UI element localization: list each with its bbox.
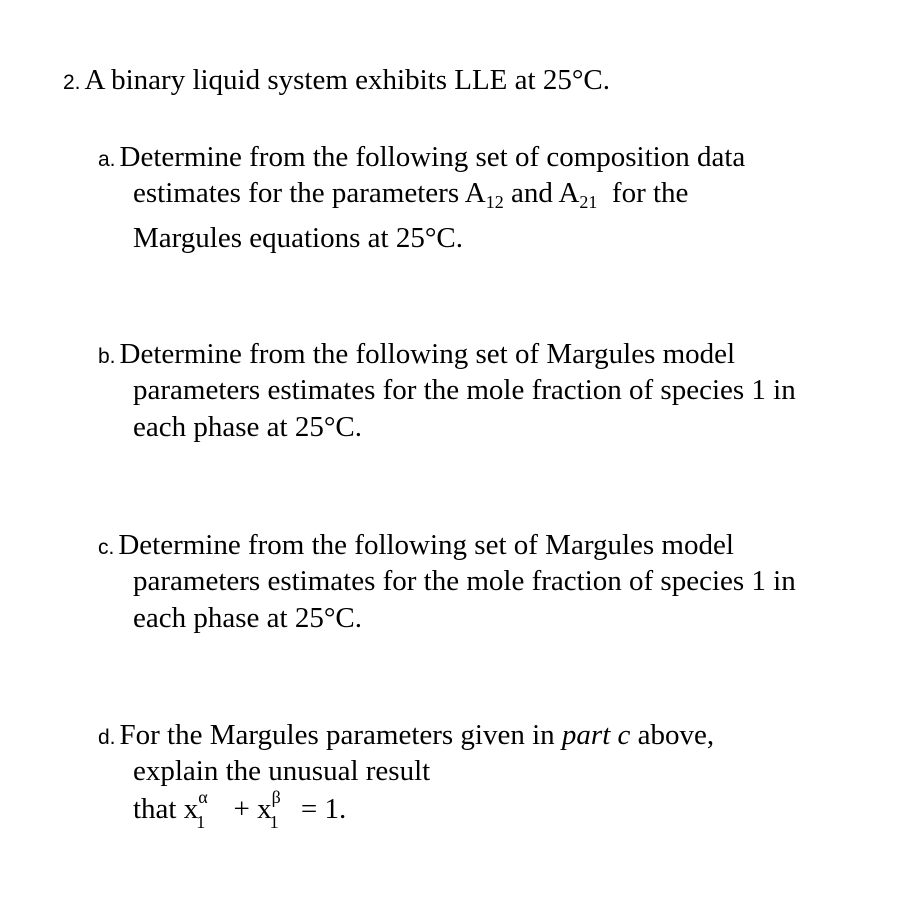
part-a-label: a. bbox=[98, 148, 116, 171]
part-c-text-1: Determine from the following set of Margules model bbox=[118, 529, 734, 561]
part-d-text-1-pre: For the Margules parameters given in bbox=[119, 719, 562, 751]
part-c-reference: part c bbox=[561, 719, 631, 751]
beta-superscript: β bbox=[271, 787, 281, 807]
part-d-line-3 bbox=[133, 787, 347, 832]
part-b-text-1: Determine from the following set of Margules model bbox=[119, 338, 736, 370]
part-c-text-3: each phase at 25°C. bbox=[133, 602, 363, 634]
part-c-line-1 bbox=[98, 529, 734, 562]
part-b-line-1 bbox=[98, 338, 735, 371]
x1-alpha-subscript: 1 bbox=[196, 812, 206, 832]
part-d-text-3-pre: that x bbox=[133, 793, 199, 825]
part-b-line-2 bbox=[133, 374, 796, 407]
x1-beta-subscript: 1 bbox=[269, 812, 279, 832]
part-b-line-3 bbox=[133, 411, 362, 444]
a12-subscript: 12 bbox=[485, 192, 504, 212]
part-d-text-2: explain the unusual result bbox=[133, 755, 431, 787]
part-c-line-2 bbox=[133, 565, 796, 598]
part-a-text-2-pre: estimates for the parameters A bbox=[133, 177, 486, 209]
part-d-text-3-post: = 1. bbox=[293, 793, 347, 825]
problem-heading bbox=[63, 64, 610, 97]
part-b-text-2: parameters estimates for the mole fraction of species 1 in bbox=[133, 374, 796, 406]
part-a-line-2 bbox=[133, 177, 688, 210]
a21-subscript: 21 bbox=[579, 192, 598, 212]
part-d-label: d. bbox=[98, 726, 116, 749]
part-d-text-3-mid: + x bbox=[226, 793, 272, 825]
part-a-text-2-post: for the bbox=[597, 177, 689, 209]
part-a-text-1: Determine from the following set of composition data bbox=[119, 141, 746, 173]
part-d-text-1 bbox=[120, 719, 715, 751]
part-d-line-2 bbox=[133, 755, 430, 788]
part-b-text-3: each phase at 25°C. bbox=[133, 411, 363, 443]
x1-beta-scripts bbox=[269, 787, 294, 832]
x1-alpha-scripts bbox=[196, 787, 226, 832]
alpha-superscript: α bbox=[198, 787, 208, 807]
part-b-label: b. bbox=[98, 345, 116, 368]
part-d-text-1-post: above, bbox=[630, 719, 715, 751]
part-c-label: c. bbox=[98, 536, 115, 559]
problem-statement: A binary liquid system exhibits LLE at 25°C. bbox=[84, 64, 611, 96]
part-d-line-1 bbox=[98, 719, 714, 752]
part-a-text-2-mid: and A bbox=[503, 177, 580, 209]
part-c-line-3 bbox=[133, 602, 362, 635]
part-a-line-3 bbox=[133, 222, 463, 255]
part-c-text-2: parameters estimates for the mole fraction of species 1 in bbox=[133, 565, 796, 597]
part-a-line-1 bbox=[98, 141, 745, 174]
problem-number: 2. bbox=[63, 71, 81, 94]
part-a-text-3: Margules equations at 25°C. bbox=[133, 222, 464, 254]
